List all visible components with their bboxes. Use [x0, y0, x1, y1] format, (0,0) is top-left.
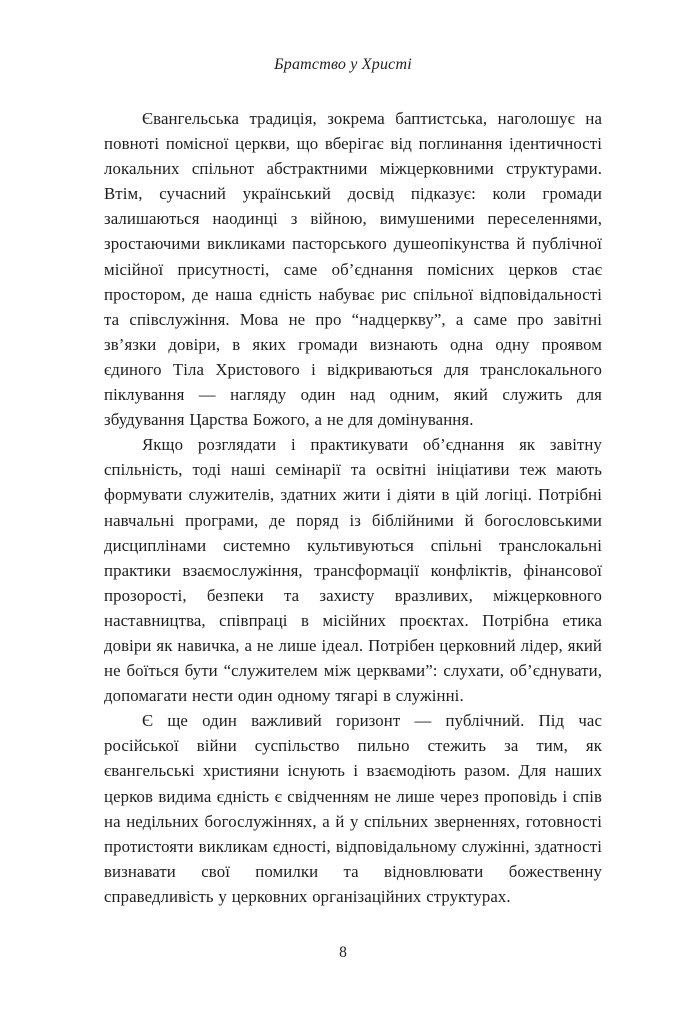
paragraph-2: Якщо розглядати і практикувати об’єднання як завітну спільність, тоді наші семінарії та освітні ініціативи теж мають формувати служителів, здатних жити і діяти в цій логіці. Потрібні навчальні програми, де поряд із біблійними й богословськими дисциплінами системно культивуються спільні транслокальні практики взаємослужіння, трансформації конфліктів, фінансової прозорості, безпеки та захисту вразливих, міжцерковного наставництва, співпраці в місійних проєктах. Потрібна етика довіри як навичка, а не лише ідеал. Потрібен церковний лідер, який не боїться бути “служителем між церквами”: слухати, об’єднувати, допомагати нести один одному тягарі в служінні.	[104, 435, 602, 706]
page-number: 8	[339, 944, 347, 961]
running-header: Братство у Христі	[274, 56, 412, 73]
text-block	[104, 106, 602, 909]
paragraph-3: Є ще один важливий горизонт — публічний. Під час російської війни суспільство пильно стежить за тим, як євангельські християни існують і взаємодіють разом. Для наших церков видима єдність є свідченням не лише через проповідь і спів на недільних богослужіннях, а й у спільних зверненнях, готовності протистояти викликам єдності, відповідальному служінні, здатності визнавати свої помилки та відновлювати божественну справедливість у церковних організаційних структурах.	[104, 711, 602, 906]
paragraph-1: Євангельська традиція, зокрема баптистська, наголошує на повноті помісної церкви, що вберігає від поглинання ідентичності локальних спільнот абстрактними міжцерковними структурами. Втім, сучасний український досвід підказує: коли громади залишаються наодинці з війною, вимушеними переселеннями, зростаючими викликами пасторського душеопікунства й публічної місійної присутності, саме об’єднання помісних церков стає простором, де наша єдність набуває рис спільної відповідальності та співслужіння. Мова не про “надцеркву”, а саме про завітні зв’язки довіри, в яких громади визнають одна одну проявом єдиного Тіла Христового і відкриваються для транслокального піклування — нагляду один над одним, який служить для збудування Царства Божого, а не для домінування.	[104, 109, 602, 430]
